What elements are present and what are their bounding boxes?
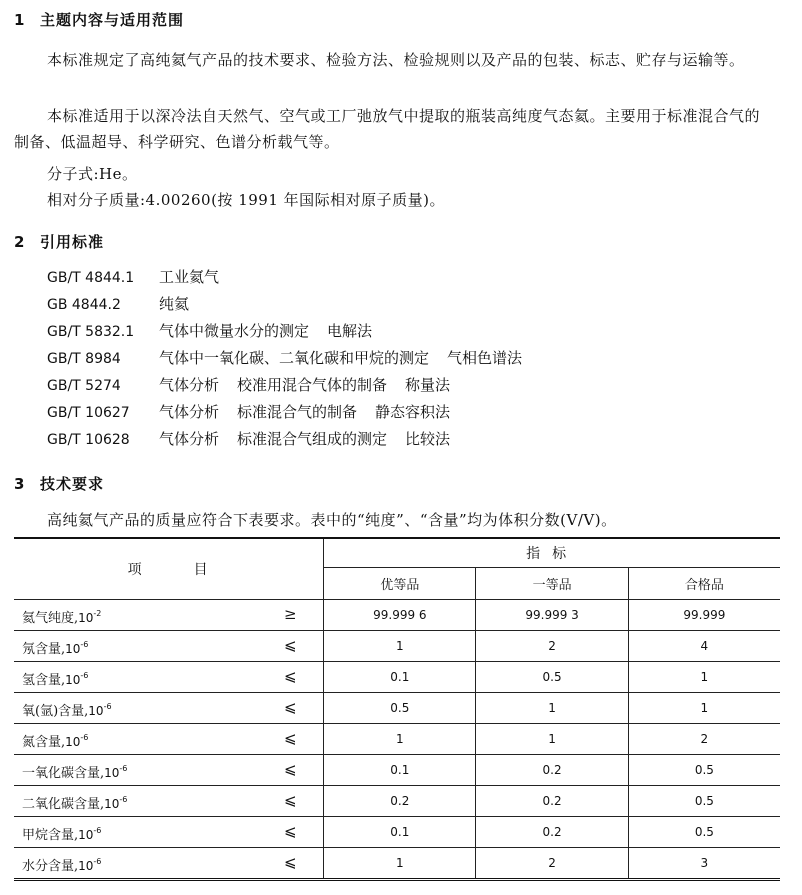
item-unit	[104, 797, 127, 811]
item-name: 氖含量,	[22, 642, 66, 657]
item-cell	[14, 600, 324, 631]
comparison-sign: ⩽	[284, 791, 297, 809]
reference-list	[47, 264, 540, 453]
value-superior: 1	[324, 848, 476, 879]
value-qualified: 1	[628, 693, 780, 724]
value-qualified: 3	[628, 848, 780, 879]
value-qualified: 2	[628, 724, 780, 755]
unit-base: 10	[78, 828, 94, 842]
scope-text-1: 本标准规定了高纯氦气产品的技术要求、检验方法、检验规则以及产品的包装、标志、贮存与运输等。	[47, 51, 745, 69]
reference-method: 电解法	[327, 322, 373, 340]
value-first: 0.5	[476, 662, 628, 693]
reference-subtitle: 标准混合气的制备	[237, 403, 358, 421]
molecular-formula: 分子式:He。	[47, 165, 138, 183]
table-row	[14, 724, 780, 755]
reference-title: 气体分析	[159, 430, 220, 448]
reference-item	[47, 426, 540, 453]
value-first: 0.2	[476, 755, 628, 786]
reference-item	[47, 372, 540, 399]
indicator-group-header: 指标	[324, 539, 780, 568]
table-row	[14, 662, 780, 693]
value-first: 2	[476, 848, 628, 879]
unit-exponent: -6	[80, 640, 89, 649]
item-unit	[104, 766, 127, 780]
section-2-heading	[14, 231, 104, 252]
reference-method: 称量法	[405, 376, 451, 394]
grade-header-superior: 优等品	[324, 568, 476, 600]
table-row	[14, 693, 780, 724]
reference-item	[47, 399, 540, 426]
comparison-sign: ⩽	[284, 760, 297, 778]
value-superior: 99.999 6	[324, 600, 476, 631]
item-cell	[14, 724, 324, 755]
unit-base: 10	[65, 642, 81, 656]
unit-base: 10	[65, 673, 81, 687]
item-name: 一氧化碳含量,	[22, 766, 105, 781]
reference-code: GB/T 5274	[47, 378, 121, 394]
reference-code: GB/T 10628	[47, 432, 130, 448]
value-qualified: 4	[628, 631, 780, 662]
item-label	[22, 855, 101, 874]
item-header-part: 目	[193, 562, 210, 578]
reference-subtitle: 标准混合气组成的测定	[237, 430, 388, 448]
comparison-sign: ⩽	[284, 822, 297, 840]
table-row	[14, 786, 780, 817]
value-first: 2	[476, 631, 628, 662]
reference-method: 比较法	[405, 430, 451, 448]
scope-paragraph-1	[14, 47, 770, 73]
item-unit	[65, 735, 88, 749]
value-superior: 0.2	[324, 786, 476, 817]
comparison-sign: ⩽	[284, 853, 297, 871]
quality-spec-table	[14, 537, 780, 881]
reference-code: GB 4844.2	[47, 297, 121, 313]
table-row	[14, 817, 780, 848]
unit-base: 10	[78, 611, 94, 625]
unit-exponent: -2	[93, 609, 102, 618]
item-name: 水分含量,	[22, 859, 79, 874]
comparison-sign: ⩽	[284, 729, 297, 747]
comparison-sign: ≥	[284, 605, 297, 623]
value-qualified: 1	[628, 662, 780, 693]
reference-code: GB/T 5832.1	[47, 324, 135, 340]
section-title: 引用标准	[40, 233, 105, 251]
item-name: 甲烷含量,	[22, 828, 79, 843]
item-name: 二氧化碳含量,	[22, 797, 105, 812]
item-label	[22, 762, 127, 781]
item-cell	[14, 755, 324, 786]
technical-requirements-intro: 高纯氦气产品的质量应符合下表要求。表中的“纯度”、“含量”均为体积分数(V/V)。	[47, 511, 617, 529]
unit-base: 10	[88, 704, 104, 718]
reference-title: 气体分析	[159, 403, 220, 421]
value-qualified: 0.5	[628, 786, 780, 817]
item-label	[22, 824, 101, 843]
value-first: 1	[476, 724, 628, 755]
scope-text-2: 本标准适用于以深冷法自天然气、空气或工厂弛放气中提取的瓶装高纯度气态氦。主要用于标准混合气的制备、低温超导、科学研究、色谱分析载气等。	[14, 107, 761, 151]
comparison-sign: ⩽	[284, 698, 297, 716]
reference-item	[47, 264, 540, 291]
unit-exponent: -6	[93, 826, 102, 835]
unit-base: 10	[104, 797, 120, 811]
item-name: 氮含量,	[22, 735, 66, 750]
value-first: 99.999 3	[476, 600, 628, 631]
item-label	[22, 638, 88, 657]
value-superior: 1	[324, 631, 476, 662]
reference-method: 静态容积法	[375, 403, 451, 421]
unit-exponent: -6	[103, 702, 112, 711]
item-unit	[88, 704, 111, 718]
unit-exponent: -6	[119, 795, 128, 804]
item-cell	[14, 662, 324, 693]
item-label	[22, 731, 88, 750]
item-cell	[14, 631, 324, 662]
reference-title: 气体分析	[159, 376, 220, 394]
table-row	[14, 848, 780, 879]
value-first: 0.2	[476, 786, 628, 817]
item-cell	[14, 693, 324, 724]
reference-code: GB/T 10627	[47, 405, 130, 421]
value-superior: 0.1	[324, 817, 476, 848]
reference-subtitle: 校准用混合气体的制备	[237, 376, 388, 394]
reference-method: 气相色谱法	[447, 349, 523, 367]
grade-header-qualified: 合格品	[628, 568, 780, 600]
unit-base: 10	[65, 735, 81, 749]
reference-item	[47, 345, 540, 372]
unit-base: 10	[104, 766, 120, 780]
value-superior: 0.1	[324, 755, 476, 786]
reference-code: GB/T 4844.1	[47, 270, 135, 286]
item-unit	[78, 859, 101, 873]
item-column-header	[14, 539, 324, 600]
table-row	[14, 755, 780, 786]
unit-exponent: -6	[119, 764, 128, 773]
item-name: 氧(氩)含量,	[22, 704, 89, 719]
unit-exponent: -6	[93, 857, 102, 866]
item-label	[22, 700, 112, 719]
item-unit	[78, 828, 101, 842]
value-qualified: 99.999	[628, 600, 780, 631]
value-first: 1	[476, 693, 628, 724]
section-1-heading	[14, 9, 184, 30]
item-cell	[14, 817, 324, 848]
value-first: 0.2	[476, 817, 628, 848]
section-title: 技术要求	[40, 475, 105, 493]
item-label	[22, 669, 88, 688]
table-row	[14, 600, 780, 631]
molecular-mass: 相对分子质量:4.00260(按 1991 年国际相对原子质量)。	[47, 191, 445, 209]
reference-item	[47, 318, 540, 345]
unit-exponent: -6	[80, 671, 89, 680]
item-unit	[78, 611, 101, 625]
reference-title: 工业氦气	[159, 268, 220, 286]
value-qualified: 0.5	[628, 755, 780, 786]
comparison-sign: ⩽	[284, 636, 297, 654]
item-name: 氦气纯度,	[22, 611, 79, 626]
reference-item	[47, 291, 540, 318]
unit-base: 10	[78, 859, 94, 873]
value-superior: 0.5	[324, 693, 476, 724]
item-label	[22, 607, 101, 626]
reference-title: 气体中一氧化碳、二氧化碳和甲烷的测定	[159, 349, 430, 367]
item-label	[22, 793, 127, 812]
value-superior: 1	[324, 724, 476, 755]
scope-paragraph-2	[14, 103, 770, 155]
comparison-sign: ⩽	[284, 667, 297, 685]
section-number: 1	[14, 11, 26, 29]
reference-title: 气体中微量水分的测定	[159, 322, 310, 340]
reference-code: GB/T 8984	[47, 351, 121, 367]
unit-exponent: -6	[80, 733, 89, 742]
table-row	[14, 631, 780, 662]
section-number: 3	[14, 475, 26, 493]
item-header-part: 项	[127, 562, 144, 578]
section-3-heading	[14, 473, 104, 494]
section-number: 2	[14, 233, 26, 251]
reference-title: 纯氦	[159, 295, 190, 313]
item-unit	[65, 642, 88, 656]
item-cell	[14, 786, 324, 817]
grade-header-first: 一等品	[476, 568, 628, 600]
value-qualified: 0.5	[628, 817, 780, 848]
item-unit	[65, 673, 88, 687]
section-title: 主题内容与适用范围	[40, 11, 185, 29]
value-superior: 0.1	[324, 662, 476, 693]
item-name: 氢含量,	[22, 673, 66, 688]
item-cell	[14, 848, 324, 879]
